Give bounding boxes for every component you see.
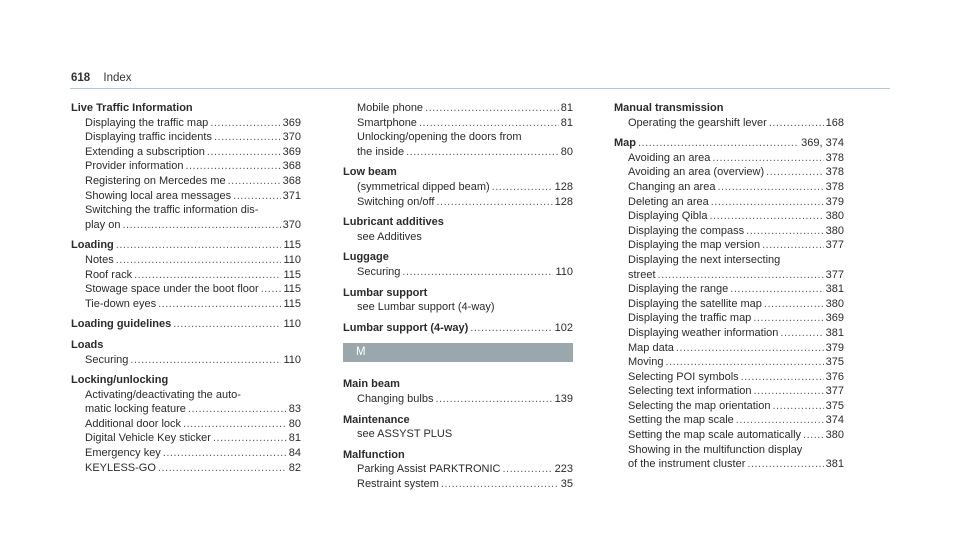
- index-subentry: [614, 341, 844, 356]
- dot-leader: [435, 392, 552, 407]
- entry-text: Luggage: [343, 251, 389, 264]
- entry-text: Displaying the traffic map: [85, 116, 209, 129]
- entry-text: Changing bulbs: [357, 392, 434, 405]
- dot-leader: [638, 136, 799, 151]
- entry-text: Maintenance: [343, 413, 410, 426]
- index-entry: [343, 413, 573, 428]
- index-entry: [343, 215, 573, 230]
- entry-text: Manual transmission: [614, 102, 724, 114]
- page-reference: 380: [825, 297, 844, 310]
- page-reference: 110: [555, 265, 573, 278]
- dot-leader: [158, 461, 287, 476]
- entry-text: Selecting POI symbols: [628, 370, 739, 383]
- dot-leader: [116, 253, 282, 268]
- entry-text: see Lumbar support (4-way): [357, 301, 495, 314]
- dot-leader: [402, 265, 553, 280]
- entry-text: Loading guidelines: [71, 318, 172, 331]
- dot-leader: [419, 116, 559, 131]
- index-subentry: [343, 300, 573, 315]
- entry-text: Displaying the compass: [628, 224, 745, 237]
- index-subentry: [614, 268, 844, 283]
- index-subentry: [614, 253, 844, 268]
- page-reference: 377: [825, 239, 844, 252]
- page-reference: 128: [554, 180, 573, 193]
- index-subentry: [71, 268, 301, 283]
- page-reference: 380: [825, 210, 844, 223]
- index-subentry: [71, 189, 301, 204]
- page-reference: 128: [554, 195, 573, 208]
- page-reference: 379: [825, 195, 844, 208]
- index-subentry: [343, 116, 573, 131]
- index-subentry: [343, 427, 573, 442]
- index-subentry: [71, 130, 301, 145]
- index-subentry: [71, 353, 301, 368]
- section-letter-bar: M: [343, 343, 573, 362]
- dot-leader: [425, 101, 559, 116]
- index-entry: [71, 373, 301, 388]
- dot-leader: [803, 428, 824, 443]
- header-rule: [70, 88, 890, 89]
- entry-text: Setting the map scale automatically: [628, 429, 802, 442]
- entry-text: Moving: [628, 356, 664, 369]
- page-section-title: Index: [103, 72, 132, 84]
- dot-leader: [207, 145, 281, 160]
- entry-text: Securing: [357, 265, 401, 278]
- page-reference: 81: [560, 116, 573, 129]
- entry-text: Switching the traffic information dis-: [85, 204, 259, 217]
- page-reference: 368: [282, 174, 301, 187]
- index-subentry: [343, 230, 573, 245]
- page-reference: 374: [825, 414, 844, 427]
- index-subentry: [614, 209, 844, 224]
- dot-leader: [764, 297, 824, 312]
- entry-text: Registering on Mercedes me: [85, 174, 226, 187]
- page-reference: 377: [825, 385, 844, 398]
- index-entry: [343, 286, 573, 301]
- page-reference: 381: [825, 283, 844, 296]
- entry-text: Displaying traffic incidents: [85, 131, 212, 144]
- entry-text: Unlocking/opening the doors from: [357, 131, 522, 144]
- entry-text: Operating the gearshift lever: [628, 116, 767, 129]
- page-reference: 376: [825, 370, 844, 383]
- index-subentry: [343, 392, 573, 407]
- dot-leader: [233, 189, 281, 204]
- entry-text: Displaying the traffic map: [628, 312, 752, 325]
- page-reference: 83: [288, 403, 301, 416]
- entry-text: Loading: [71, 239, 114, 252]
- dot-leader: [709, 209, 823, 224]
- index-entry: [614, 101, 844, 116]
- index-subentry: [71, 116, 301, 131]
- dot-leader: [754, 384, 824, 399]
- index-subentry: [614, 370, 844, 385]
- dot-leader: [717, 180, 823, 195]
- entry-text: Loads: [71, 338, 104, 351]
- entry-text: Digital Vehicle Key sticker: [85, 432, 211, 445]
- index-subentry: [614, 399, 844, 414]
- index-subentry: [614, 443, 844, 458]
- entry-text: Lumbar support: [343, 286, 428, 299]
- dot-leader: [766, 165, 823, 180]
- page-reference: 139: [554, 392, 573, 405]
- page-reference: 84: [288, 447, 301, 460]
- entry-text: Restraint system: [357, 477, 439, 490]
- index-entry: [71, 101, 301, 116]
- index-subentry: [343, 195, 573, 210]
- dot-leader: [185, 159, 280, 174]
- entry-text: Selecting text information: [628, 385, 752, 398]
- entry-text: Locking/unlocking: [71, 374, 169, 387]
- entry-text: matic locking feature: [85, 403, 186, 416]
- page-reference: 115: [283, 268, 301, 281]
- page-reference: 115: [283, 283, 301, 296]
- entry-text: Showing local area messages: [85, 189, 232, 202]
- index-subentry: [614, 355, 844, 370]
- index-subentry: [614, 413, 844, 428]
- entry-text: Displaying the map version: [628, 239, 761, 252]
- page-reference: 377: [825, 268, 844, 281]
- entry-text: of the instrument cluster: [628, 458, 746, 471]
- dot-leader: [213, 431, 287, 446]
- dot-leader: [769, 116, 824, 131]
- entry-text: Map: [614, 137, 636, 150]
- index-subentry: [71, 253, 301, 268]
- index-subentry: [614, 297, 844, 312]
- entry-text: Displaying the range: [628, 283, 729, 296]
- index-column-3: [614, 101, 844, 472]
- index-subentry: [71, 297, 301, 312]
- entry-text: Selecting the map orientation: [628, 399, 771, 412]
- entry-text: Lubricant additives: [343, 216, 444, 229]
- dot-leader: [772, 399, 823, 414]
- dot-leader: [665, 355, 823, 370]
- entry-text: Extending a subscription: [85, 145, 205, 158]
- entry-text: Smartphone: [357, 116, 417, 129]
- index-subentry: [614, 457, 844, 472]
- dot-leader: [736, 413, 824, 428]
- index-subentry: [614, 151, 844, 166]
- entry-text: Switching on/off: [357, 195, 435, 208]
- entry-text: Lumbar support (4-way): [343, 321, 469, 334]
- entry-text: the inside: [357, 145, 405, 158]
- index-subentry: [614, 326, 844, 341]
- index-entry: [71, 317, 301, 332]
- entry-text: Tie-down eyes: [85, 297, 157, 310]
- index-subentry: [614, 238, 844, 253]
- entry-text: Setting the map scale: [628, 414, 734, 427]
- page-reference: 368: [282, 160, 301, 173]
- page-reference: 378: [825, 151, 844, 164]
- dot-leader: [730, 282, 823, 297]
- entry-text: Showing in the multifunction display: [628, 443, 803, 456]
- index-subentry: [614, 428, 844, 443]
- entry-text: Additional door lock: [85, 417, 182, 430]
- entry-text: Malfunction: [343, 448, 405, 461]
- entry-text: Main beam: [343, 378, 400, 391]
- dot-leader: [436, 195, 552, 210]
- dot-leader: [676, 341, 824, 356]
- dot-leader: [116, 238, 282, 253]
- index-entry: [71, 338, 301, 353]
- page-reference: 369: [282, 145, 301, 158]
- dot-leader: [502, 462, 552, 477]
- index-subentry: [71, 174, 301, 189]
- dot-leader: [406, 145, 559, 160]
- index-subentry: [614, 311, 844, 326]
- page-header: [71, 72, 132, 84]
- page-reference: 82: [288, 461, 301, 474]
- index-entry: [343, 377, 573, 392]
- entry-text: Roof rack: [85, 268, 133, 281]
- entry-text: (symmetrical dipped beam): [357, 180, 490, 193]
- index-subentry: [71, 417, 301, 432]
- index-entry: [343, 250, 573, 265]
- entry-text: Parking Assist PARKTRONIC: [357, 463, 501, 476]
- page-reference: 378: [825, 180, 844, 193]
- index-subentry: [71, 431, 301, 446]
- dot-leader: [122, 218, 280, 233]
- dot-leader: [762, 238, 824, 253]
- index-subentry: [614, 116, 844, 131]
- index-subentry: [343, 130, 573, 145]
- page-reference: 379: [825, 341, 844, 354]
- dot-leader: [183, 417, 287, 432]
- entry-text: Securing: [85, 353, 129, 366]
- page-reference: 380: [825, 429, 844, 442]
- entry-text: Emergency key: [85, 447, 161, 460]
- page-number: 618: [71, 72, 91, 84]
- page-reference: 168: [825, 116, 844, 129]
- index-subentry: [71, 282, 301, 297]
- page-reference: 378: [825, 166, 844, 179]
- dot-leader: [441, 477, 559, 492]
- page-reference: 102: [554, 321, 573, 334]
- index-subentry: [343, 101, 573, 116]
- entry-text: see Additives: [357, 230, 422, 243]
- dot-leader: [712, 151, 823, 166]
- index-subentry: [343, 477, 573, 492]
- index-subentry: [343, 180, 573, 195]
- page-reference: 381: [825, 458, 844, 471]
- entry-text: Provider information: [85, 160, 184, 173]
- dot-leader: [134, 268, 281, 283]
- dot-leader: [173, 317, 281, 332]
- entry-text: Deleting an area: [628, 195, 709, 208]
- dot-leader: [780, 326, 823, 341]
- entry-text: KEYLESS-GO: [85, 461, 156, 474]
- index-subentry: [71, 461, 301, 476]
- index-entry: [343, 165, 573, 180]
- dot-leader: [658, 268, 824, 283]
- entry-text: Low beam: [343, 166, 397, 179]
- entry-text: Activating/deactivating the auto-: [85, 388, 241, 401]
- dot-leader: [470, 321, 552, 336]
- index-subentry: [343, 462, 573, 477]
- page-reference: 80: [288, 417, 301, 430]
- page-reference: 380: [825, 224, 844, 237]
- entry-text: Displaying weather information: [628, 326, 779, 339]
- page-reference: 110: [283, 353, 301, 366]
- dot-leader: [492, 180, 553, 195]
- page-reference: 381: [825, 326, 844, 339]
- index-subentry: [71, 388, 301, 403]
- dot-leader: [746, 224, 823, 239]
- index-column-2: [343, 101, 573, 491]
- page-reference: 35: [560, 477, 573, 490]
- dot-leader: [753, 311, 823, 326]
- page-reference: 370: [282, 218, 301, 231]
- entry-text: Live Traffic Information: [71, 102, 193, 114]
- page-reference: 81: [288, 432, 301, 445]
- index-subentry: [71, 159, 301, 174]
- entry-text: Changing an area: [628, 180, 716, 193]
- page-reference: 371: [282, 189, 301, 202]
- entry-text: Displaying Qibla: [628, 210, 708, 223]
- entry-text: play on: [85, 218, 121, 231]
- page-reference: 223: [554, 463, 573, 476]
- dot-leader: [158, 297, 281, 312]
- entry-text: Avoiding an area (overview): [628, 166, 765, 179]
- index-subentry: [614, 195, 844, 210]
- page-reference: 369: [282, 116, 301, 129]
- entry-text: Mobile phone: [357, 102, 424, 114]
- page-reference: 369: [825, 312, 844, 325]
- page-reference: 80: [560, 145, 573, 158]
- index-subentry: [71, 218, 301, 233]
- index-subentry: [343, 145, 573, 160]
- index-subentry: [614, 165, 844, 180]
- entry-text: Map data: [628, 341, 674, 354]
- entry-text: street: [628, 268, 656, 281]
- page-reference: 81: [560, 102, 573, 114]
- page-reference: 115: [283, 297, 301, 310]
- page-reference: 375: [825, 399, 844, 412]
- index-subentry: [343, 265, 573, 280]
- dot-leader: [188, 402, 287, 417]
- index-subentry: [614, 180, 844, 195]
- index-entry: [71, 238, 301, 253]
- page-reference: 375: [825, 356, 844, 369]
- index-subentry: [71, 402, 301, 417]
- index-subentry: [614, 224, 844, 239]
- index-subentry: [71, 203, 301, 218]
- page-reference: 110: [283, 253, 301, 266]
- dot-leader: [163, 446, 287, 461]
- entry-text: see ASSYST PLUS: [357, 428, 453, 441]
- index-column-1: [71, 101, 301, 475]
- index-subentry: [71, 145, 301, 160]
- index-subentry: [614, 384, 844, 399]
- entry-text: Stowage space under the boot floor: [85, 283, 259, 296]
- index-entry: [343, 321, 573, 336]
- entry-text: Displaying the next intersecting: [628, 253, 781, 266]
- index-entry: [343, 448, 573, 463]
- dot-leader: [711, 195, 824, 210]
- dot-leader: [214, 130, 281, 145]
- index-entry: [614, 136, 844, 151]
- page-reference: 110: [283, 318, 301, 331]
- page-reference: 369, 374: [801, 137, 844, 150]
- dot-leader: [210, 116, 280, 131]
- index-subentry: [614, 282, 844, 297]
- entry-text: Displaying the satellite map: [628, 297, 762, 310]
- page-reference: 115: [283, 239, 301, 252]
- entry-text: Avoiding an area: [628, 151, 711, 164]
- page-reference: 370: [282, 131, 301, 144]
- dot-leader: [261, 282, 282, 297]
- dot-leader: [741, 370, 824, 385]
- entry-text: Notes: [85, 253, 114, 266]
- index-subentry: [71, 446, 301, 461]
- dot-leader: [130, 353, 281, 368]
- dot-leader: [747, 457, 823, 472]
- dot-leader: [228, 174, 281, 189]
